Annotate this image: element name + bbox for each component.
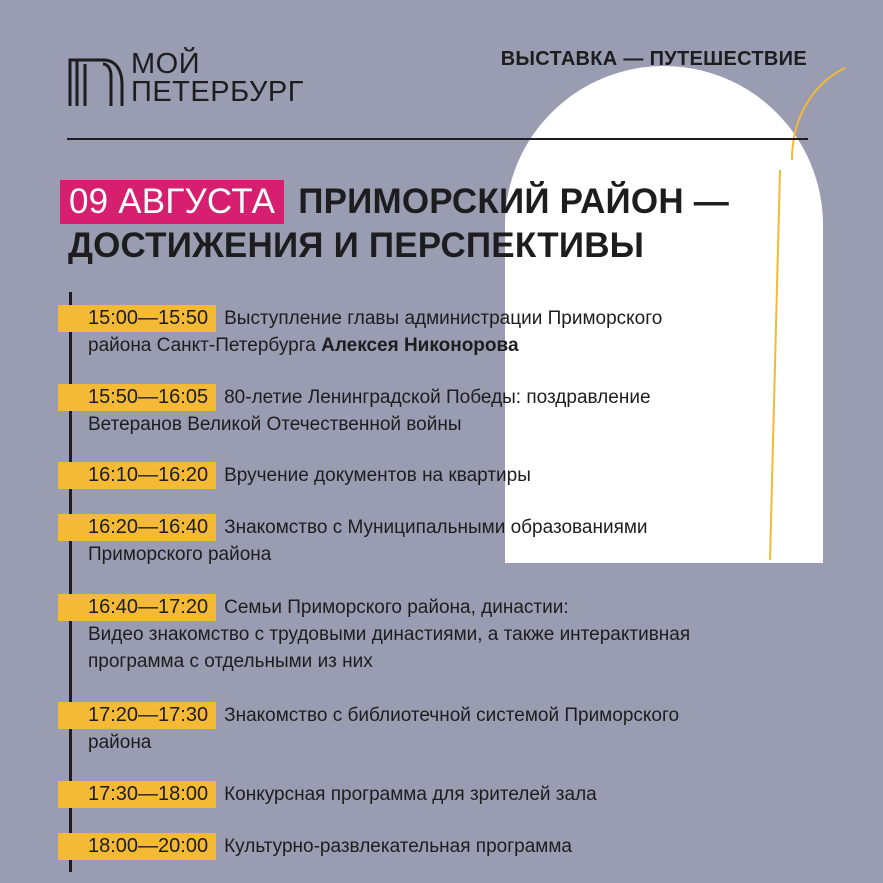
event-text: района bbox=[88, 732, 152, 753]
schedule-item bbox=[58, 702, 778, 756]
event-text: Знакомство с библиотечной системой Приморского bbox=[224, 705, 680, 726]
logo-line-2: ПЕТЕРБУРГ bbox=[131, 76, 304, 108]
logo-line-1: МОЙ bbox=[131, 48, 201, 80]
event-text: 80-летие Ленинградской Победы: поздравление bbox=[224, 387, 651, 408]
schedule-item bbox=[58, 594, 778, 675]
event-text: Ветеранов Великой Отечественной войны bbox=[88, 414, 462, 435]
schedule-item bbox=[58, 305, 778, 359]
time-badge: 16:20—16:40 bbox=[58, 514, 216, 541]
event-text: программа с отдельными из них bbox=[88, 651, 373, 672]
event-text: Приморского района bbox=[88, 544, 272, 565]
title-line-1: ПРИМОРСКИЙ РАЙОН — bbox=[298, 182, 729, 221]
headline bbox=[60, 180, 840, 268]
logo-text bbox=[131, 50, 304, 106]
time-badge: 17:20—17:30 bbox=[58, 702, 216, 729]
time-badge: 15:50—16:05 bbox=[58, 384, 216, 411]
schedule-item bbox=[58, 781, 778, 808]
brand-logo bbox=[67, 50, 304, 106]
speaker-name: Алексея Никонорова bbox=[321, 335, 519, 356]
event-text: Видео знакомство с трудовыми династиями, а также интерактивная bbox=[88, 624, 691, 645]
time-badge: 16:40—17:20 bbox=[58, 594, 216, 621]
time-badge: 18:00—20:00 bbox=[58, 833, 216, 860]
event-text: Семьи Приморского района, династии: bbox=[224, 597, 569, 618]
arch-logo-icon bbox=[67, 50, 125, 106]
title-line-2: ДОСТИЖЕНИЯ И ПЕРСПЕКТИВЫ bbox=[68, 226, 645, 265]
schedule-item bbox=[58, 384, 778, 438]
time-badge: 17:30—18:00 bbox=[58, 781, 216, 808]
event-text: района Санкт-Петербурга bbox=[88, 335, 322, 356]
date-badge: 09 АВГУСТА bbox=[60, 180, 284, 224]
event-text: Вручение документов на квартиры bbox=[224, 465, 531, 486]
event-text: Выступление главы администрации Приморского bbox=[224, 308, 663, 329]
header-divider bbox=[67, 138, 808, 140]
event-text: Конкурсная программа для зрителей зала bbox=[224, 784, 597, 805]
event-text: Знакомство с Муниципальными образованиями bbox=[224, 517, 648, 538]
time-badge: 15:00—15:50 bbox=[58, 305, 216, 332]
tagline: ВЫСТАВКА — ПУТЕШЕСТВИЕ bbox=[500, 48, 807, 70]
schedule-item bbox=[58, 462, 778, 489]
event-text: Культурно-развлекательная программа bbox=[224, 836, 572, 857]
schedule-item bbox=[58, 833, 778, 860]
schedule-item bbox=[58, 514, 778, 568]
time-badge: 16:10—16:20 bbox=[58, 462, 216, 489]
